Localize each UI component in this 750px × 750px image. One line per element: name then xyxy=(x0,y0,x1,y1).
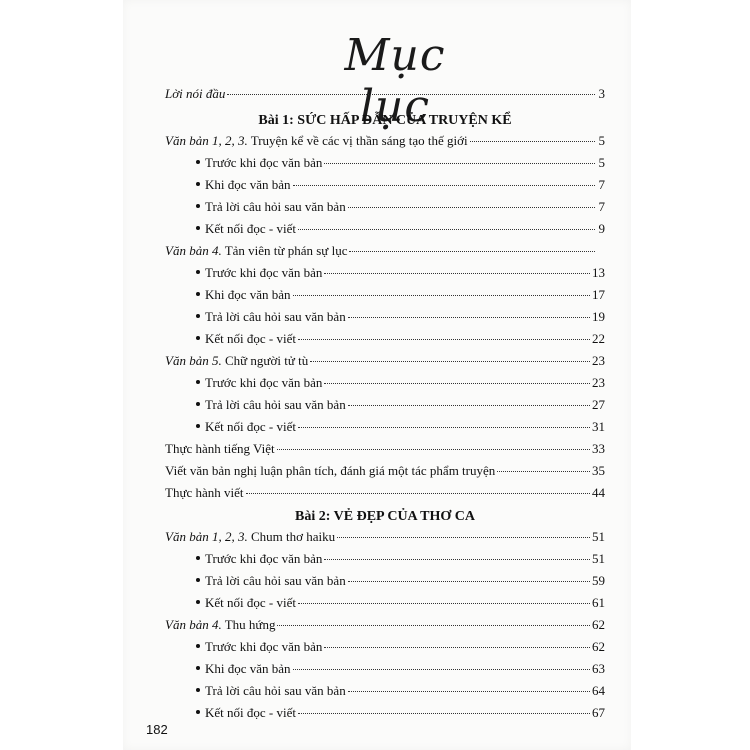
toc-entry-page: 44 xyxy=(592,485,605,500)
toc-entry-italic: Văn bản 4. xyxy=(165,243,222,258)
leader-dots xyxy=(497,471,590,472)
toc-entry-label: Truyện kể về các vị thần sáng tạo thế giới xyxy=(247,133,468,148)
leader-dots xyxy=(298,427,590,428)
leader-dots xyxy=(348,691,590,692)
toc-entry-italic: Văn bản 1, 2, 3. xyxy=(165,529,248,544)
section-heading-1: Bài 1: SỨC HẤP DẪN CỦA TRUYỆN KỂ xyxy=(258,113,512,128)
toc-subentry-label: Trả lời câu hỏi sau văn bản xyxy=(205,397,346,412)
bullet-icon xyxy=(196,380,200,384)
leader-dots xyxy=(348,405,590,406)
toc-entry-label: Chum thơ haiku xyxy=(247,529,336,544)
toc-subentry xyxy=(196,661,605,685)
bullet-icon xyxy=(196,336,200,340)
toc-subentry-page: 7 xyxy=(598,199,605,214)
toc-subentry-page: 5 xyxy=(598,155,605,170)
toc-subentry-label: Trả lời câu hỏi sau văn bản xyxy=(205,683,346,698)
toc-subentry xyxy=(196,705,605,729)
toc-entry-label: Thu hứng xyxy=(221,617,276,632)
toc-entry-page: 23 xyxy=(592,353,605,368)
toc-subentry-label: Kết nối đọc - viết xyxy=(205,595,296,610)
toc-entry-s1-vb4 xyxy=(165,243,605,267)
bullet-icon xyxy=(196,160,200,164)
toc-subentry-page: 63 xyxy=(592,661,605,676)
bullet-icon xyxy=(196,644,200,648)
toc-entry-label: Thực hành tiếng Việt xyxy=(165,441,275,456)
page-number: 182 xyxy=(146,722,168,737)
toc-subentry-label: Khi đọc văn bản xyxy=(205,287,291,302)
toc-entry-label: Chữ người tử tù xyxy=(221,353,309,368)
toc-subentry-page: 51 xyxy=(592,551,605,566)
leader-dots xyxy=(277,449,590,450)
toc-subentry-page: 17 xyxy=(592,287,605,302)
toc-entry-italic: Văn bản 4. xyxy=(165,617,222,632)
bullet-icon xyxy=(196,226,200,230)
toc-subentry xyxy=(196,221,605,245)
leader-dots xyxy=(298,713,590,714)
toc-entry-label: Tản viên từ phán sự lục xyxy=(221,243,348,258)
bullet-icon xyxy=(196,182,200,186)
toc-subentry-page: 19 xyxy=(592,309,605,324)
toc-subentry-label: Trước khi đọc văn bản xyxy=(205,639,323,654)
bullet-icon xyxy=(196,424,200,428)
toc-subentry-label: Khi đọc văn bản xyxy=(205,661,291,676)
toc-subentry xyxy=(196,199,605,223)
leader-dots xyxy=(349,251,595,252)
toc-entry xyxy=(165,485,605,509)
toc-subentry-page: 7 xyxy=(598,177,605,192)
leader-dots xyxy=(298,339,590,340)
toc-entry-page: 33 xyxy=(592,441,605,456)
bullet-icon xyxy=(196,556,200,560)
toc-entry-page: 62 xyxy=(592,617,605,632)
toc-subentry xyxy=(196,573,605,597)
toc-subentry-page: 31 xyxy=(592,419,605,434)
toc-entry-s2-vb4 xyxy=(165,617,605,641)
toc-entry-s2-vb123 xyxy=(165,529,605,553)
toc-subentry-label: Trước khi đọc văn bản xyxy=(205,375,323,390)
toc-subentry-label: Khi đọc văn bản xyxy=(205,177,291,192)
toc-entry-preface xyxy=(165,86,605,110)
toc-entry-s1-vb5 xyxy=(165,353,605,377)
bullet-icon xyxy=(196,600,200,604)
toc-entry-page: 51 xyxy=(592,529,605,544)
toc-subentry xyxy=(196,639,605,663)
toc-entry-s1-vb123 xyxy=(165,133,605,157)
toc-subentry-page: 23 xyxy=(592,375,605,390)
leader-dots xyxy=(293,185,595,186)
bullet-icon xyxy=(196,710,200,714)
leader-dots xyxy=(246,493,590,494)
toc-subentry xyxy=(196,551,605,575)
bullet-icon xyxy=(196,204,200,208)
bullet-icon xyxy=(196,578,200,582)
toc-entry-label: Thực hành viết xyxy=(165,485,244,500)
leader-dots xyxy=(293,669,590,670)
toc-entry-italic: Văn bản 1, 2, 3. xyxy=(165,133,248,148)
leader-dots xyxy=(348,581,590,582)
toc-subentry-label: Kết nối đọc - viết xyxy=(205,705,296,720)
bullet-icon xyxy=(196,270,200,274)
toc-entry-label: Viết văn bản nghị luận phân tích, đánh giá một tác phẩm truyện xyxy=(165,463,496,478)
toc-subentry-page: 27 xyxy=(592,397,605,412)
toc-subentry xyxy=(196,683,605,707)
leader-dots xyxy=(310,361,590,362)
leader-dots xyxy=(324,273,590,274)
leader-dots xyxy=(324,163,595,164)
toc-subentry-page: 9 xyxy=(598,221,605,236)
leader-dots xyxy=(348,207,595,208)
toc-subentry xyxy=(196,331,605,355)
toc-subentry-page: 22 xyxy=(592,331,605,346)
toc-subentry-label: Trả lời câu hỏi sau văn bản xyxy=(205,573,346,588)
toc-entry-page: 5 xyxy=(598,133,605,148)
leader-dots xyxy=(337,537,590,538)
leader-dots xyxy=(293,295,590,296)
toc-subentry-page: 64 xyxy=(592,683,605,698)
leader-dots xyxy=(348,317,590,318)
leader-dots xyxy=(324,647,590,648)
toc-entry-page: 35 xyxy=(592,463,605,478)
toc-entry-page: 3 xyxy=(598,86,605,101)
leader-dots xyxy=(324,559,590,560)
page-title: Mục lục xyxy=(344,30,446,132)
leader-dots xyxy=(324,383,590,384)
toc-subentry-label: Trước khi đọc văn bản xyxy=(205,155,323,170)
leader-dots xyxy=(470,141,595,142)
section-heading-2: Bài 2: VẺ ĐẸP CỦA THƠ CA xyxy=(295,509,475,524)
toc-entry xyxy=(165,463,605,487)
bullet-icon xyxy=(196,314,200,318)
leader-dots xyxy=(227,94,595,95)
toc-subentry-label: Kết nối đọc - viết xyxy=(205,331,296,346)
toc-subentry-label: Trả lời câu hỏi sau văn bản xyxy=(205,199,346,214)
toc-subentry-label: Trả lời câu hỏi sau văn bản xyxy=(205,309,346,324)
toc-entry xyxy=(165,441,605,465)
toc-subentry xyxy=(196,397,605,421)
leader-dots xyxy=(298,603,590,604)
toc-subentry-page: 59 xyxy=(592,573,605,588)
toc-entry-italic: Văn bản 5. xyxy=(165,353,222,368)
toc-subentry-label: Trước khi đọc văn bản xyxy=(205,265,323,280)
leader-dots xyxy=(277,625,590,626)
toc-subentry-label: Trước khi đọc văn bản xyxy=(205,551,323,566)
toc-subentry xyxy=(196,375,605,399)
toc-subentry xyxy=(196,287,605,311)
toc-subentry-page: 13 xyxy=(592,265,605,280)
bullet-icon xyxy=(196,688,200,692)
toc-subentry-label: Kết nối đọc - viết xyxy=(205,419,296,434)
toc-subentry-label: Kết nối đọc - viết xyxy=(205,221,296,236)
bullet-icon xyxy=(196,292,200,296)
toc-subentry xyxy=(196,177,605,201)
toc-subentry xyxy=(196,309,605,333)
toc-subentry xyxy=(196,595,605,619)
toc-subentry xyxy=(196,155,605,179)
leader-dots xyxy=(298,229,595,230)
bullet-icon xyxy=(196,402,200,406)
toc-subentry-page: 67 xyxy=(592,705,605,720)
toc-subentry xyxy=(196,419,605,443)
bullet-icon xyxy=(196,666,200,670)
toc-subentry-page: 62 xyxy=(592,639,605,654)
toc-subentry xyxy=(196,265,605,289)
toc-entry-label: Lời nói đầu xyxy=(165,86,226,101)
toc-subentry-page: 61 xyxy=(592,595,605,610)
